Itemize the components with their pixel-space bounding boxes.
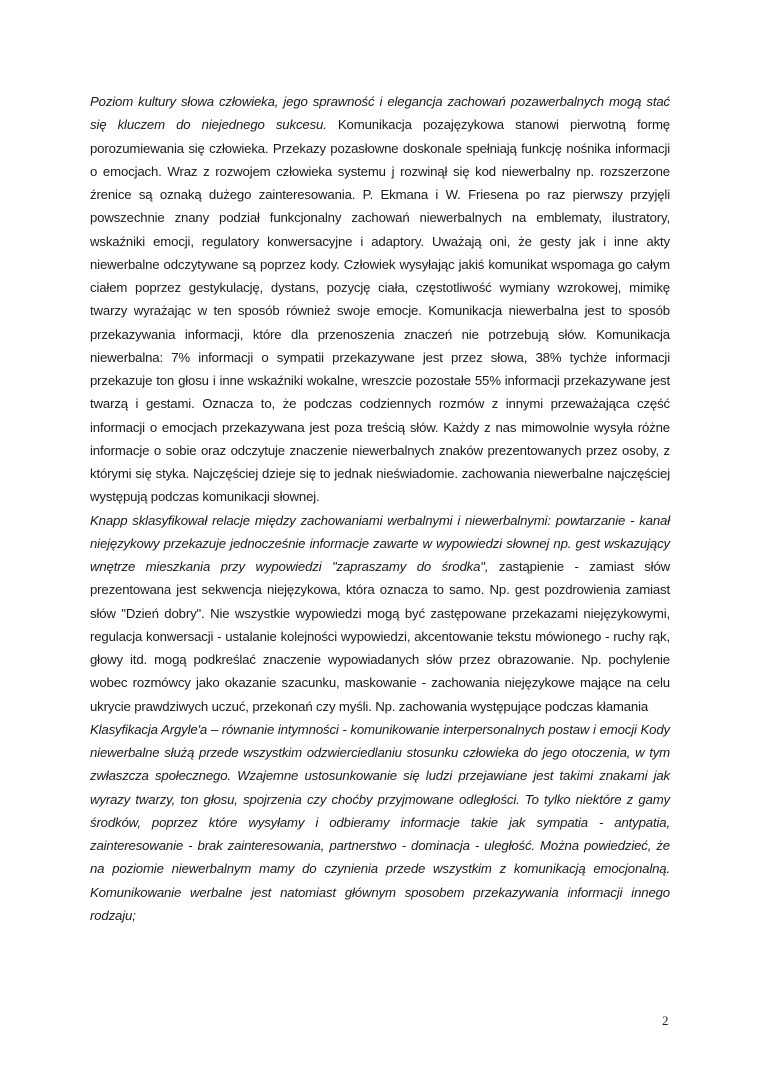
- page-number: 2: [662, 1013, 669, 1028]
- paragraph: [90, 718, 670, 927]
- body-text: [90, 90, 670, 927]
- paragraph: [90, 509, 670, 718]
- regular-text: zastąpienie - zamiast słów prezentowana jest sekwencja niejęzykowa, która oznacza to samo. Np. gest pozdrowienia zamiast słów "Dzień dobry". Nie wszystkie wypowiedzi mogą być zastępowane przekazami niejęzykowymi, regulacja konwersacji - ustalanie kolejności wypowiedzi, akcentowanie tekstu mówionego - ruchy rąk, głowy itd. mogą podkreślać znaczenie wypowiadanych słów przez obrazowanie. Np. pochylenie wobec rozmówcy jako okazanie szacunku, maskowanie - zachowania niejęzykowe mające na celu ukrycie prawdziwych uczuć, przekonań czy myśli. Np. zachowania występujące podczas kłamania: [90, 559, 671, 714]
- italic-text: Poziom kultury słowa człowieka, jego sprawność i elegancja zachowań pozawerbalnych mogą stać się kluczem do niejednego sukcesu.: [90, 94, 670, 133]
- italic-text: Klasyfikacja Argyle'a – równanie intymności - komunikowanie interpersonalnych postaw i emocji Kody niewerbalne służą przede wszystkim odzwierciedlaniu stosunku człowieka do jego otoczenia, w tym zwłaszcza społecznego. Wzajemne ustosunkowanie się ludzi przejawiane jest takimi znakami jak wyrazy twarzy, ton głosu, spojrzenia czy choćby przyjmowane odległości. To tylko niektóre z gamy środków, poprzez które wysyłamy i odbieramy informacje takie jak sympatia - antypatia, zainteresowanie - brak zainteresowania, partnerstwo - dominacja - uległość. Można powiedzieć, że na poziomie niewerbalnym mamy do czynienia przede wszystkim z komunikacją emocjonalną. Komunikowanie werbalne jest natomiast głównym sposobem przekazywania informacji innego rodzaju;: [90, 721, 670, 923]
- regular-text: Komunikacja pozajęzykowa stanowi pierwotną formę porozumiewania się człowieka. Przekazy pozasłowne doskonale spełniają funkcję nośnika informacji o emocjach. Wraz z rozwojem człowieka systemu j rozwinął się kod niewerbalny np. rozszerzone źrenice są oznaką dużego zainteresowania. P. Ekmana i W. Friesena po raz pierwszy przyjęli powszechnie znany podział funkcjonalny zachowań niewerbalnych na emblematy, ilustratory, wskaźniki emocji, regulatory konwersacyjne i adaptory. Uważają oni, że gesty jak i inne akty niewerbalne odczytywane są poprzez kody. Człowiek wysyłając jakiś komunikat wspomaga go całym ciałem poprzez gestykulację, dystans, pozycję ciała, częstotliwość wymiany wzrokowej, mimikę twarzy wyrażając w ten sposób również swoje emocje. Komunikacja niewerbalna jest to sposób przekazywania informacji, które dla przenoszenia znaczeń nie potrzebują słów. Komunikacja niewerbalna: 7% informacji o sympatii przekazywane jest przez słowa, 38% tychże informacji przekazuje ton głosu i inne wskaźniki wokalne, wreszcie pozostałe 55% informacji przekazywane jest twarzą i gestami. Oznacza to, że podczas codziennych rozmów z innymi przeważająca część informacji o emocjach przekazywana jest poza treścią słów. Każdy z nas mimowolnie wysyła różne informacje o sobie oraz odczytuje znaczenie niewerbalnych znaków prezentowanych przez osoby, z którymi się styka. Najczęściej dzieje się to jednak nieświadomie. zachowania niewerbalne najczęściej występują podczas komunikacji słownej.: [90, 117, 670, 505]
- italic-text: Knapp sklasyfikował relacje między zachowaniami werbalnymi i niewerbalnymi: powtarzanie - kanał niejęzykowy przekazuje jednocześnie informacje zawarte w wypowiedzi słownej np. gest wskazujący wnętrze mieszkania przy wypowiedzi "zapraszamy do środka",: [90, 512, 670, 574]
- paragraph: [90, 90, 670, 509]
